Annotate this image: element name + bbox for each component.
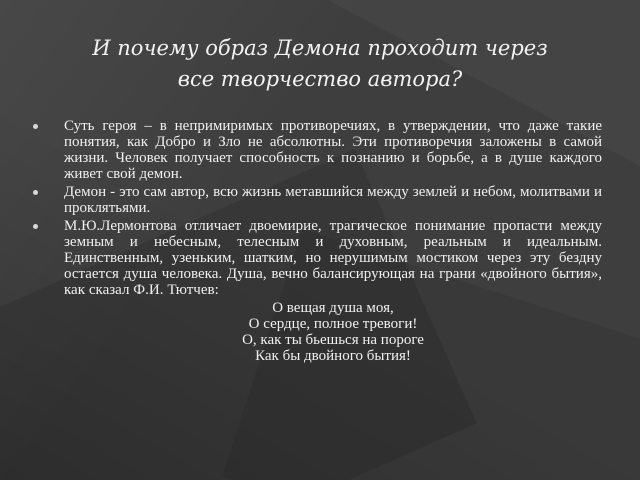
bullet-text: Суть героя – в непримиримых противоречиях, в утверждении, что даже такие понятия, как Добро и Зло не абсолютны. Эти противоречия заложены в самой жизни. Человек получает способность к познанию и борьбе, а в душе каждого живет свой демон. [64, 118, 602, 182]
poem-line: Как бы двойного бытия! [255, 348, 411, 364]
slide-body [64, 118, 602, 364]
poem-quote [64, 300, 602, 364]
slide-title-line: И почему образ Демона проходит через [92, 36, 548, 60]
bullet-item [64, 184, 602, 216]
poem-line: О сердце, полное тревоги! [248, 316, 418, 332]
slide-title [40, 33, 600, 95]
poem-line: О, как ты бьешься на пороге [242, 332, 424, 348]
bullet-icon [33, 124, 38, 129]
bullet-text: Демон - это сам автор, всю жизнь метавшийся между землей и небом, молитвами и проклятьями. [64, 184, 602, 216]
bullet-icon [33, 190, 38, 195]
bullet-text: М.Ю.Лермонтова отличает двоемирие, трагическое понимание пропасти между земным и небесным, телесным и духовным, реальным и идеальным. Единственным, узеньким, шатким, но нерушимым мостиком через эту бездну остается душа человека. Душа, вечно балансирующая на грани «двойного бытия», как сказал Ф.И. Тютчев: [64, 218, 602, 298]
slide-title-line: все творчество автора? [177, 67, 463, 91]
bullet-item [64, 118, 602, 182]
poem-line: О вещая душа моя, [272, 300, 394, 316]
bullet-icon [33, 224, 38, 229]
bullet-item [64, 218, 602, 298]
